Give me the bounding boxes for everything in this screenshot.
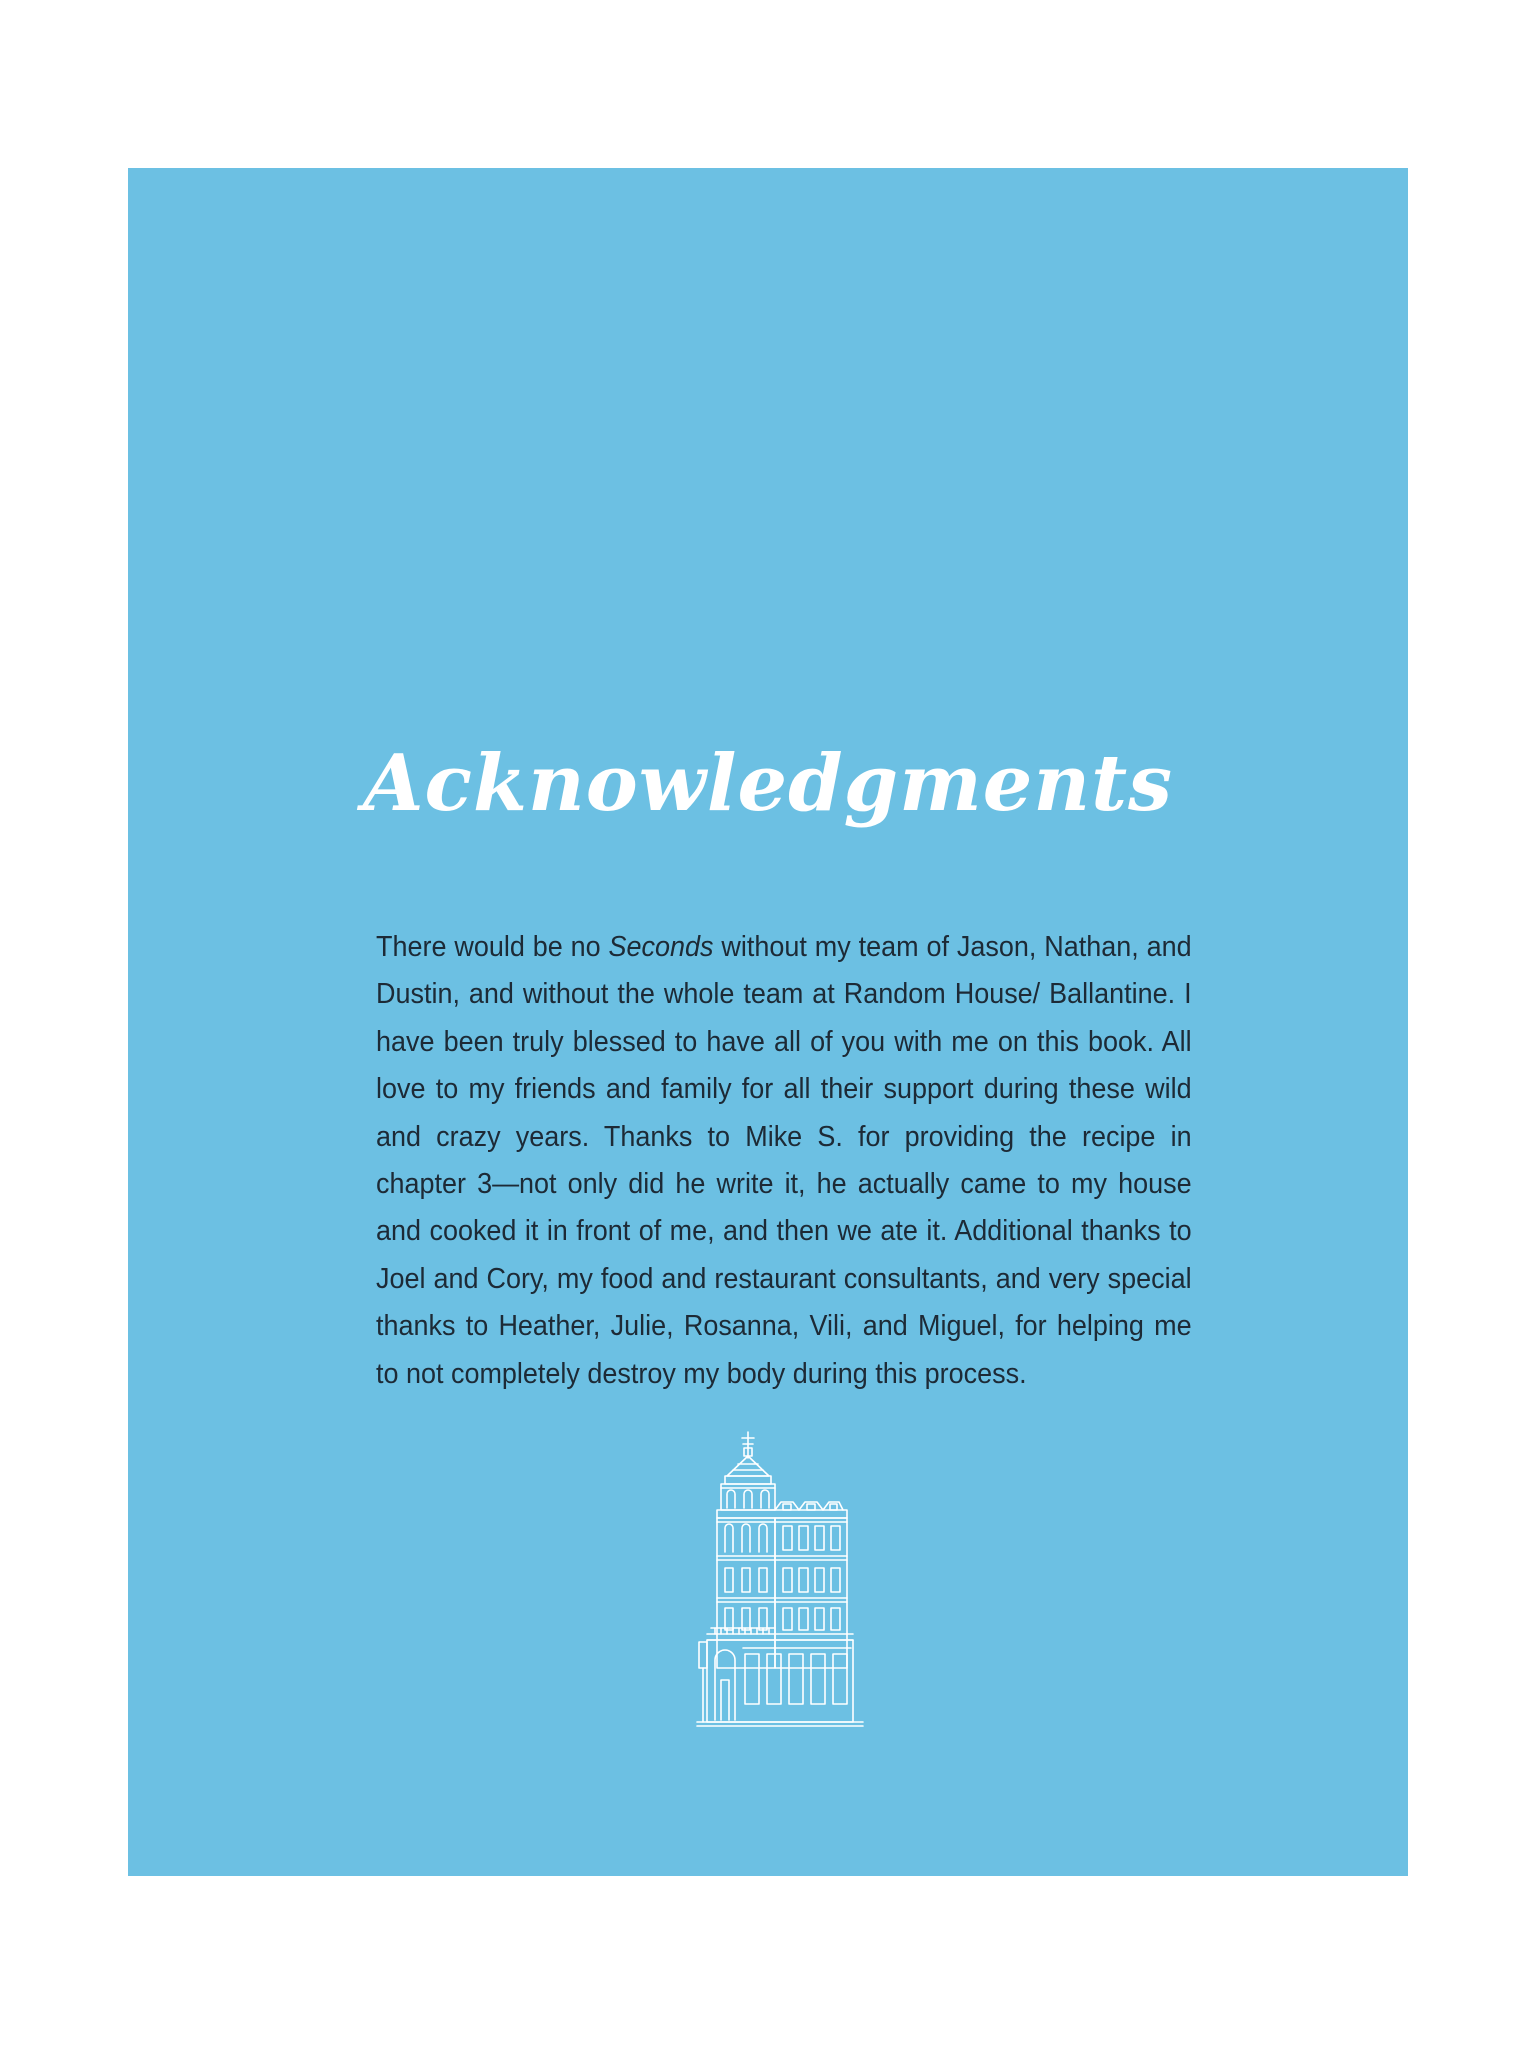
book-title-emphasis: Seconds (608, 931, 714, 963)
page-panel (128, 168, 1408, 1876)
acknowledgments-paragraph (376, 924, 1192, 1398)
building-illustration-icon (693, 1343, 871, 1813)
paragraph-text-start: There would be no (376, 931, 609, 963)
paragraph-text-rest: without my team of Jason, Nathan, and Dustin, and without the whole team at Random House/ Ballantine. I have been truly blessed to have all of you with me on this book. All love to my friends and family for all their support during these wild and crazy years. Thanks to Mike S. for providing the recipe in chapter 3—not only did he write it, he actually came to my house and cooked it in front of me, and then we ate it. Additional thanks to Joel and Cory, my food and restaurant consultants, and very special thanks to Heather, Julie, Rosanna, Vili, and Miguel, for helping me to not completely destroy my body during this process. (376, 931, 1192, 1390)
page-title: Acknowledgments (362, 738, 1174, 829)
